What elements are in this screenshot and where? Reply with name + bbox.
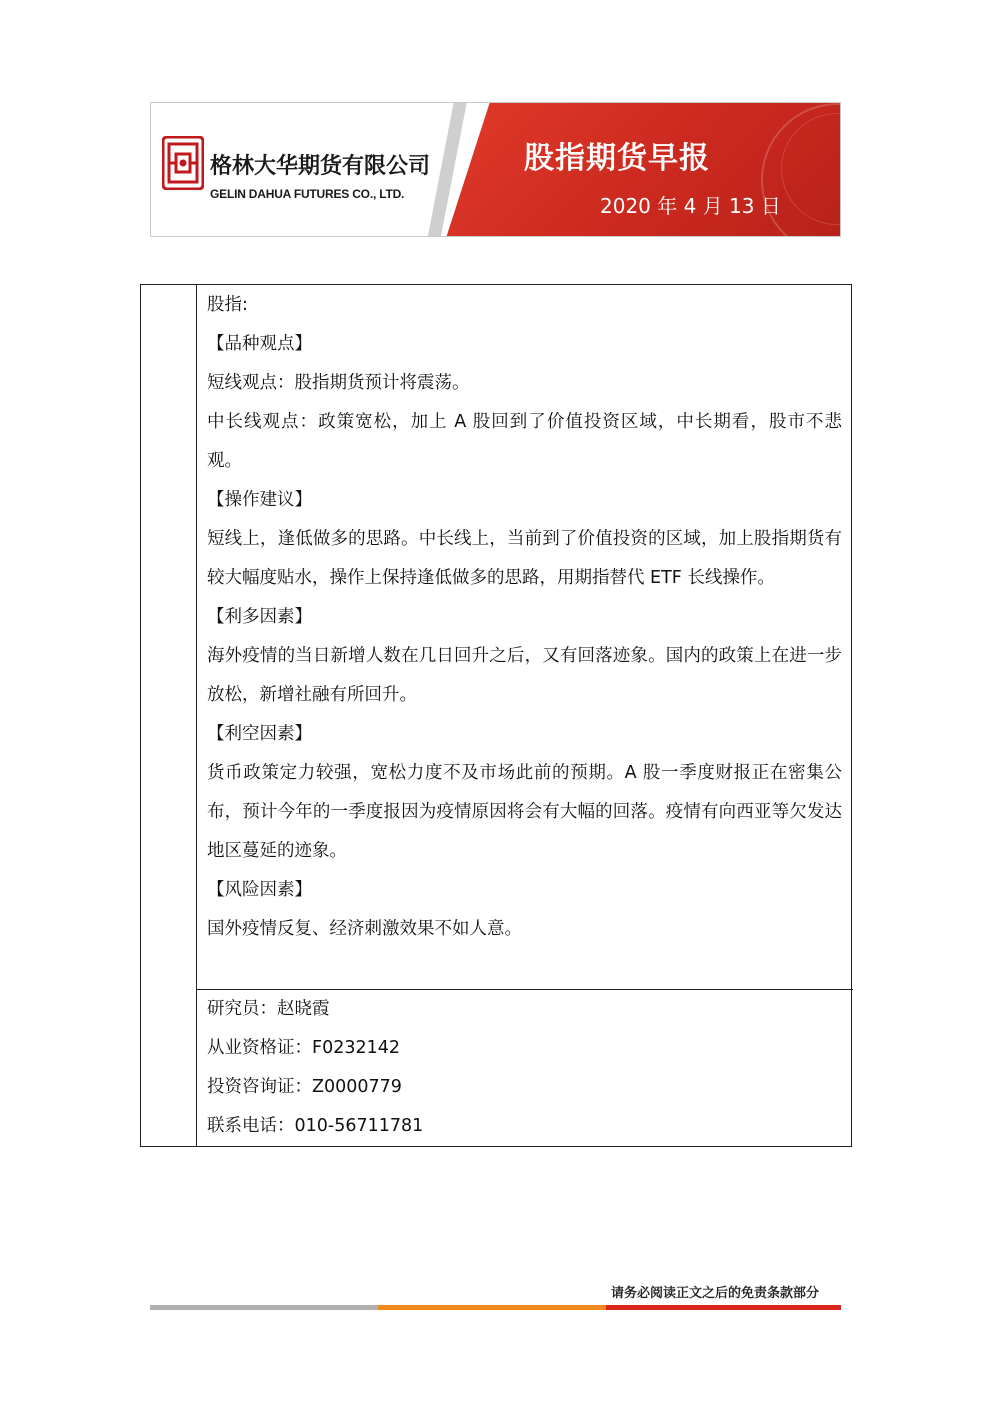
researcher-consult-cert: 投资咨询证：Z0000779 xyxy=(207,1077,402,1097)
operation-advice-text: 短线上，逢低做多的思路。中长线上，当前到了价值投资的区域，加上股指期货有较大幅度贴水，操作上保持逢低做多的思路，用期指替代 ETF 长线操作。 xyxy=(207,529,842,588)
short-term-view: 短线观点：股指期货预计将震荡。 xyxy=(207,373,470,393)
section-subject: 股指: xyxy=(207,295,248,315)
company-name-en: GELIN DAHUA FUTURES CO., LTD. xyxy=(210,187,405,201)
company-logo-icon xyxy=(162,136,204,190)
researcher-name: 研究员：赵晓霞 xyxy=(207,999,330,1019)
report-header-banner xyxy=(150,102,841,237)
bullish-factors-text: 海外疫情的当日新增人数在几日回升之后，又有回落迹象。国内的政策上在进一步放松，新增社融有所回升。 xyxy=(207,646,842,705)
footer-bar-gray xyxy=(150,1305,378,1310)
analysis-cell xyxy=(207,286,842,949)
company-name-cn: 格林大华期货有限公司 xyxy=(210,154,431,179)
footer-color-bar xyxy=(150,1305,841,1310)
footer-bar-red xyxy=(606,1305,841,1310)
heading-risk-factors: 【风险因素】 xyxy=(207,880,312,900)
table-left-column xyxy=(141,285,197,1146)
footer-bar-orange xyxy=(378,1305,606,1310)
heading-bearish-factors: 【利空因素】 xyxy=(207,724,312,744)
researcher-cell xyxy=(207,990,842,1146)
researcher-qualification: 从业资格证：F0232142 xyxy=(207,1038,401,1058)
researcher-phone: 联系电话：010-56711781 xyxy=(207,1116,424,1136)
heading-variety-view: 【品种观点】 xyxy=(207,334,312,354)
long-term-view: 中长线观点：政策宽松，加上 A 股回到了价值投资区域，中长期看，股市不悲观。 xyxy=(207,412,842,471)
heading-operation-advice: 【操作建议】 xyxy=(207,490,312,510)
bearish-factors-text: 货币政策定力较强，宽松力度不及市场此前的预期。A 股一季度财报正在密集公布，预计今年的一季度报因为疫情原因将会有大幅的回落。疫情有向西亚等欠发达地区蔓延的迹象。 xyxy=(207,763,842,861)
report-date: 2020 年 4 月 13 日 xyxy=(600,194,781,218)
footer-disclaimer: 请务必阅读正文之后的免责条款部分 xyxy=(611,1286,820,1301)
heading-bullish-factors: 【利多因素】 xyxy=(207,607,312,627)
report-title: 股指期货早报 xyxy=(524,141,710,176)
risk-factors-text: 国外疫情反复、经济刺激效果不如人意。 xyxy=(207,919,522,939)
